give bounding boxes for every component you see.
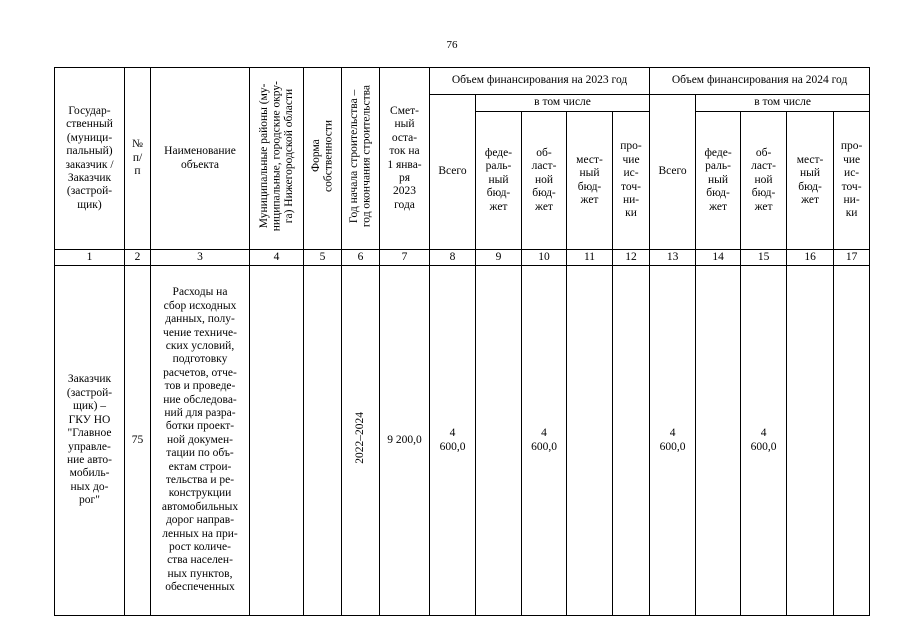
page-number: 76 [446, 39, 458, 51]
row-years-text: 2022–2024 [354, 412, 367, 465]
column-number: 17 [834, 250, 870, 266]
row-local-2024 [787, 266, 834, 616]
header-other-2024: про- чие ис- точ- ни- ки [834, 112, 870, 250]
row-estimate-balance: 9 200,0 [380, 266, 430, 616]
column-number: 6 [342, 250, 380, 266]
row-total-2023: 4 600,0 [430, 266, 476, 616]
header-federal-2023: феде- раль- ный бюд- жет [476, 112, 522, 250]
header-districts [250, 68, 304, 250]
row-object-name: Расходы на сбор исходных данных, полу- чение техниче- ских условий, подготовку расчетов, отче- тов и проведе- ние обследова- ний для разра- ботки проект- ной докумен- тации по объ- ектам строи- тельства и ре- конструкции автомобильных дорог направ- ленных на при- рост количе- ства населен- ных пунктов, обеспеченных [151, 266, 250, 616]
row-years [342, 266, 380, 616]
funding-table [54, 67, 870, 616]
row-federal-2023 [476, 266, 522, 616]
row-customer: Заказчик (застрой- щик) – ГКУ НО "Главное управле- ние авто- мобиль- ных до- рог" [55, 266, 125, 616]
column-number: 13 [650, 250, 696, 266]
header-ownership [304, 68, 342, 250]
header-local-2023: мест- ный бюд- жет [567, 112, 613, 250]
row-district [250, 266, 304, 616]
row-other-2023 [613, 266, 650, 616]
header-object-name: Наименование объекта [151, 68, 250, 250]
row-ownership [304, 266, 342, 616]
row-regional-2024: 4 600,0 [741, 266, 787, 616]
header-estimate-balance: Смет- ный оста- ток на 1 янва- ря 2023 года [380, 68, 430, 250]
column-number: 2 [125, 250, 151, 266]
header-total-2024: Всего [650, 95, 696, 250]
row-local-2023 [567, 266, 613, 616]
column-number: 9 [476, 250, 522, 266]
header-years-text: Год начала строительства – год окончания строительства [348, 85, 373, 228]
row-total-2024: 4 600,0 [650, 266, 696, 616]
column-number: 7 [380, 250, 430, 266]
header-other-2023: про- чие ис- точ- ни- ки [613, 112, 650, 250]
header-regional-2023: об- ласт- ной бюд- жет [522, 112, 567, 250]
header-ownership-text: Форма собственности [310, 120, 335, 193]
row-regional-2023: 4 600,0 [522, 266, 567, 616]
column-number: 10 [522, 250, 567, 266]
column-number: 15 [741, 250, 787, 266]
header-row-number: № п/ п [125, 68, 151, 250]
row-number: 75 [125, 266, 151, 616]
header-federal-2024: феде- раль- ный бюд- жет [696, 112, 741, 250]
column-number: 5 [304, 250, 342, 266]
column-number: 16 [787, 250, 834, 266]
header-funding-2024: Объем финансирования на 2024 год [650, 68, 870, 95]
column-number: 12 [613, 250, 650, 266]
column-number: 4 [250, 250, 304, 266]
header-including-2023: в том числе [476, 95, 650, 112]
header-total-2023: Всего [430, 95, 476, 250]
row-federal-2024 [696, 266, 741, 616]
header-including-2024: в том числе [696, 95, 870, 112]
header-customer: Государ- ственный (муници- пальный) заказчик / Заказчик (застрой- щик) [55, 68, 125, 250]
header-local-2024: мест- ный бюд- жет [787, 112, 834, 250]
column-number: 14 [696, 250, 741, 266]
header-districts-text: Муниципальные районы (му- ниципальные, городские окру- га) Нижегородской области [257, 81, 295, 232]
column-number: 3 [151, 250, 250, 266]
column-number: 8 [430, 250, 476, 266]
header-funding-2023: Объем финансирования на 2023 год [430, 68, 650, 95]
row-other-2024 [834, 266, 870, 616]
table-row [55, 266, 870, 616]
header-regional-2024: об- ласт- ной бюд- жет [741, 112, 787, 250]
header-years [342, 68, 380, 250]
column-number-row [55, 250, 870, 266]
column-number: 1 [55, 250, 125, 266]
column-number: 11 [567, 250, 613, 266]
